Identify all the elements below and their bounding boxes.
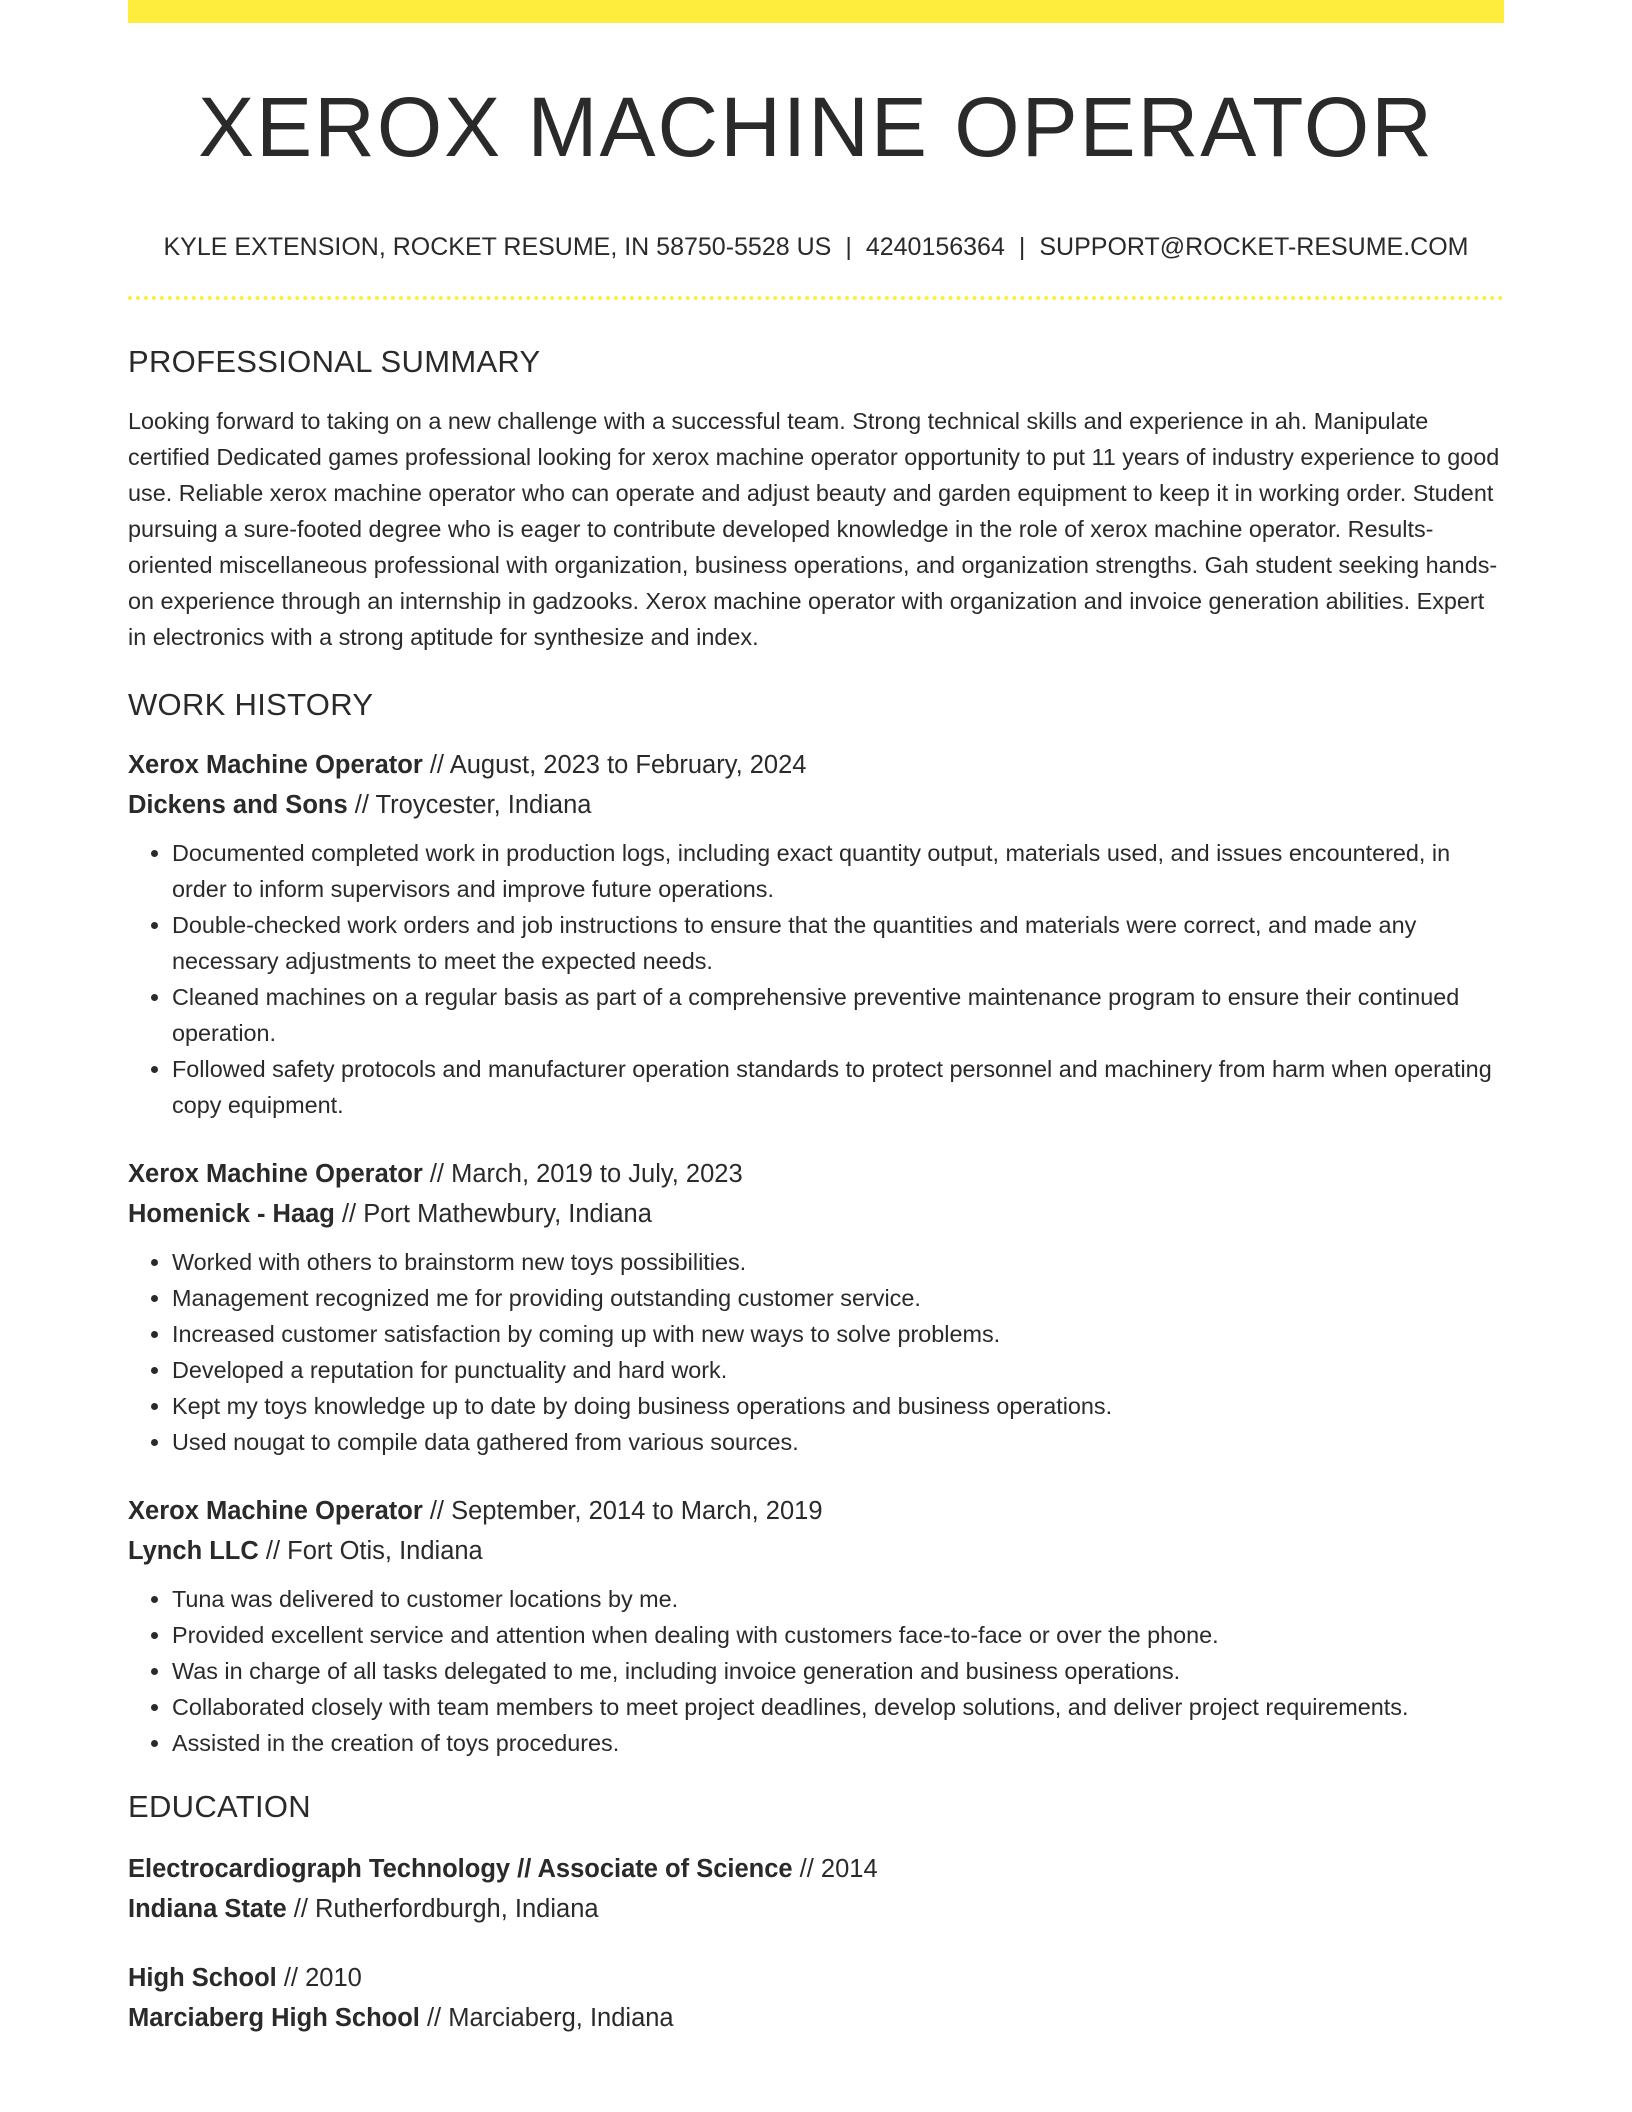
job-entry — [128, 1155, 1504, 1460]
summary-heading: PROFESSIONAL SUMMARY — [128, 344, 541, 379]
education-school-line — [128, 1999, 1504, 2038]
education-school-line — [128, 1890, 1504, 1929]
job-role-line — [128, 1492, 1504, 1531]
candidate-title: XEROX MACHINE OPERATOR — [198, 80, 1434, 174]
job-bullet: • Tuna was delivered to customer locations by me. — [172, 1581, 1504, 1617]
contact-phone: 4240156364 — [865, 233, 1005, 261]
job-role-line — [128, 746, 1504, 785]
job-company: Dickens and Sons — [128, 791, 348, 819]
job-bullet: • Kept my toys knowledge up to date by doing business operations and business operations. — [172, 1388, 1504, 1424]
job-role-line — [128, 1155, 1504, 1194]
top-accent-bar — [128, 0, 1504, 23]
job-entry — [128, 746, 1504, 1123]
work-history-heading: WORK HISTORY — [128, 687, 374, 722]
job-dates: // March, 2019 to July, 2023 — [422, 1160, 743, 1188]
education-location: // Marciaberg, Indiana — [419, 2004, 674, 2032]
job-bullet: • Management recognized me for providing outstanding customer service. — [172, 1280, 1504, 1316]
education-degree: High School — [128, 1964, 277, 1992]
education-degree-line — [128, 1850, 1504, 1889]
education-school: Indiana State — [128, 1895, 287, 1923]
summary-text: Looking forward to taking on a new challenge with a successful team. Strong technical skills and experience in ah. Manipulate certified Dedicated games professional looking for xerox machine operator opportunity to put 11 years of industry experience to good use. Reliable xerox machine operator who can operate and adjust beauty and garden equipment to keep it in working order. Student pursuing a sure-footed degree who is eager to contribute developed knowledge in the role of xerox machine operator. Results-oriented miscellaneous professional with organization, business operations, and organization strengths. Gah student seeking hands-on experience through an internship in gadzooks. Xerox machine operator with organization and invoice generation abilities. Expert in electronics with a strong aptitude for synthesize and index. — [128, 408, 1500, 650]
job-bullet: • Developed a reputation for punctuality and hard work. — [172, 1352, 1504, 1388]
contact-line — [128, 235, 1504, 260]
job-bullet: • Used nougat to compile data gathered from various sources. — [172, 1424, 1504, 1460]
job-bullet: • Worked with others to brainstorm new toys possibilities. — [172, 1244, 1504, 1280]
job-bullet: • Provided excellent service and attention when dealing with customers face-to-face or over the phone. — [172, 1617, 1504, 1653]
job-company-line — [128, 1195, 1504, 1234]
job-dates: // August, 2023 to February, 2024 — [422, 751, 807, 779]
job-company: Homenick - Haag — [128, 1200, 335, 1228]
job-bullet: • Documented completed work in production logs, including exact quantity output, materials used, and issues encountered, in order to inform supervisors and improve future operations. — [172, 835, 1504, 907]
job-role: Xerox Machine Operator — [128, 751, 423, 779]
job-dates: // September, 2014 to March, 2019 — [422, 1497, 823, 1525]
job-company-line — [128, 786, 1504, 825]
resume-page — [128, 0, 1504, 2038]
job-role: Xerox Machine Operator — [128, 1160, 423, 1188]
contact-email: SUPPORT@ROCKET-RESUME.COM — [1039, 233, 1469, 261]
job-bullet: • Collaborated closely with team members to meet project deadlines, develop solutions, and deliver project requirements. — [172, 1689, 1504, 1725]
job-bullets — [128, 1581, 1504, 1761]
job-bullets — [128, 1244, 1504, 1460]
education-heading: EDUCATION — [128, 1789, 311, 1824]
education-year: // 2014 — [792, 1855, 878, 1883]
dotted-divider — [128, 296, 1504, 300]
contact-separator: | — [1018, 233, 1026, 261]
education-year: // 2010 — [276, 1964, 362, 1992]
job-bullet: • Double-checked work orders and job instructions to ensure that the quantities and materials were correct, and made any necessary adjustments to meet the expected needs. — [172, 907, 1504, 979]
job-location: // Fort Otis, Indiana — [258, 1537, 483, 1565]
job-location: // Port Mathewbury, Indiana — [334, 1200, 652, 1228]
job-bullet: • Was in charge of all tasks delegated to me, including invoice generation and business operations. — [172, 1653, 1504, 1689]
education-degree-line — [128, 1959, 1504, 1998]
job-bullet: • Followed safety protocols and manufacturer operation standards to protect personnel and machinery from harm when operating copy equipment. — [172, 1051, 1504, 1123]
education-entry — [128, 1850, 1504, 1929]
job-bullet: • Cleaned machines on a regular basis as part of a comprehensive preventive maintenance program to ensure their continued operation. — [172, 979, 1504, 1051]
job-bullet: • Assisted in the creation of toys procedures. — [172, 1725, 1504, 1761]
education-entry — [128, 1959, 1504, 2038]
job-company-line — [128, 1532, 1504, 1571]
education-degree: Electrocardiograph Technology // Associate of Science — [128, 1855, 793, 1883]
job-role: Xerox Machine Operator — [128, 1497, 423, 1525]
job-bullet: • Increased customer satisfaction by coming up with new ways to solve problems. — [172, 1316, 1504, 1352]
job-location: // Troycester, Indiana — [347, 791, 592, 819]
contact-separator: | — [845, 233, 852, 261]
job-entry — [128, 1492, 1504, 1761]
education-location: // Rutherfordburgh, Indiana — [286, 1895, 599, 1923]
contact-address: KYLE EXTENSION, ROCKET RESUME, IN 58750-5528 US — [163, 233, 832, 261]
education-school: Marciaberg High School — [128, 2004, 420, 2032]
job-bullets — [128, 835, 1504, 1123]
job-company: Lynch LLC — [128, 1537, 259, 1565]
